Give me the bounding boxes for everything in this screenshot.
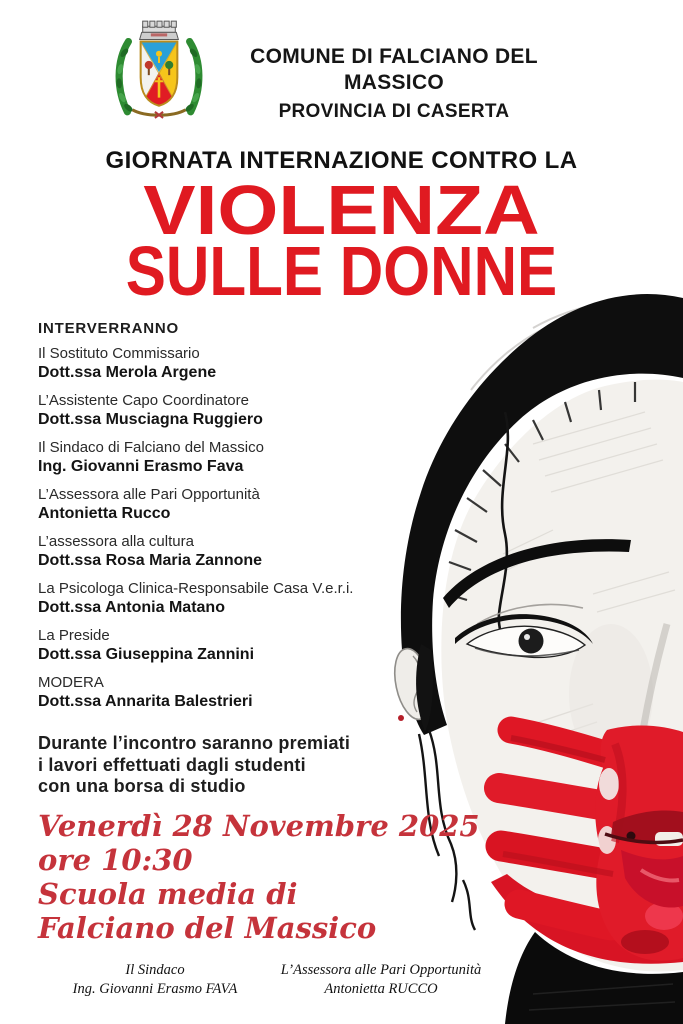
announcement-line: Durante l’incontro saranno premiati <box>38 733 351 753</box>
speakers-heading: INTERVERRANNO <box>38 320 179 337</box>
list-item <box>38 626 428 665</box>
list-item <box>38 579 428 618</box>
speaker-name: Dott.ssa Musciagna Ruggiero <box>38 411 263 428</box>
event-venue-line2: Falciano del Massico <box>38 911 377 945</box>
title-line-sulle-donne: SULLE DONNE <box>125 232 558 310</box>
province-name: PROVINCIA DI CASERTA <box>278 101 510 122</box>
speaker-role: La Preside <box>38 627 110 644</box>
list-item <box>38 485 428 524</box>
municipality-name: COMUNE DI FALCIANO DEL MASSICO <box>250 45 538 94</box>
list-item <box>38 673 428 712</box>
signature-councillor <box>256 961 506 999</box>
title-kicker: GIORNATA INTERNAZIONE CONTRO LA <box>105 147 578 174</box>
speaker-role: L’Assistente Capo Coordinatore <box>38 392 249 409</box>
event-details <box>38 809 480 945</box>
announcement-paragraph <box>38 733 350 798</box>
signature-name: Antonietta RUCCO <box>324 981 438 997</box>
list-item <box>38 391 428 430</box>
list-item <box>38 344 428 383</box>
speaker-role: L’Assessora alle Pari Opportunità <box>38 486 260 503</box>
speaker-role: MODERA <box>38 674 104 691</box>
crest-shield <box>141 42 178 106</box>
signature-role: Il Sindaco <box>125 962 185 978</box>
speaker-name: Dott.ssa Merola Argene <box>38 364 217 381</box>
speaker-name: Dott.ssa Rosa Maria Zannone <box>38 552 263 569</box>
announcement-line: i lavori effettuati dagli studenti <box>38 754 306 775</box>
speaker-name: Dott.ssa Annarita Balestrieri <box>38 693 253 710</box>
event-time: ore 10:30 <box>38 843 193 877</box>
title-line-violenza: VIOLENZA <box>143 171 540 249</box>
signature-name: Ing. Giovanni Erasmo FAVA <box>72 981 238 997</box>
list-item <box>38 532 428 571</box>
speaker-name: Antonietta Rucco <box>38 505 171 522</box>
speakers-list <box>38 320 428 720</box>
speaker-role: La Psicologa Clinica-Responsabile Casa V.e.r.i. <box>38 580 354 597</box>
header-text <box>198 44 590 125</box>
event-venue-line1: Scuola media di <box>38 877 298 911</box>
signature-mayor <box>40 961 270 999</box>
speaker-name: Dott.ssa Antonia Matano <box>38 599 225 616</box>
signature-role: L’Assessora alle Pari Opportunità <box>280 962 482 978</box>
municipal-coat-of-arms-icon <box>112 14 206 120</box>
main-title <box>0 171 683 310</box>
speaker-role: Il Sindaco di Falciano del Massico <box>38 439 264 456</box>
announcement-line: con una borsa di studio <box>38 776 246 796</box>
list-item <box>38 438 428 477</box>
speaker-role: Il Sostituto Commissario <box>38 345 200 362</box>
speaker-name: Dott.ssa Giuseppina Zannini <box>38 646 255 663</box>
speaker-role: L’assessora alla cultura <box>38 533 194 550</box>
speaker-name: Ing. Giovanni Erasmo Fava <box>38 458 244 475</box>
event-date: Venerdì 28 Novembre 2025 <box>38 809 480 843</box>
crest-crown <box>140 21 179 39</box>
